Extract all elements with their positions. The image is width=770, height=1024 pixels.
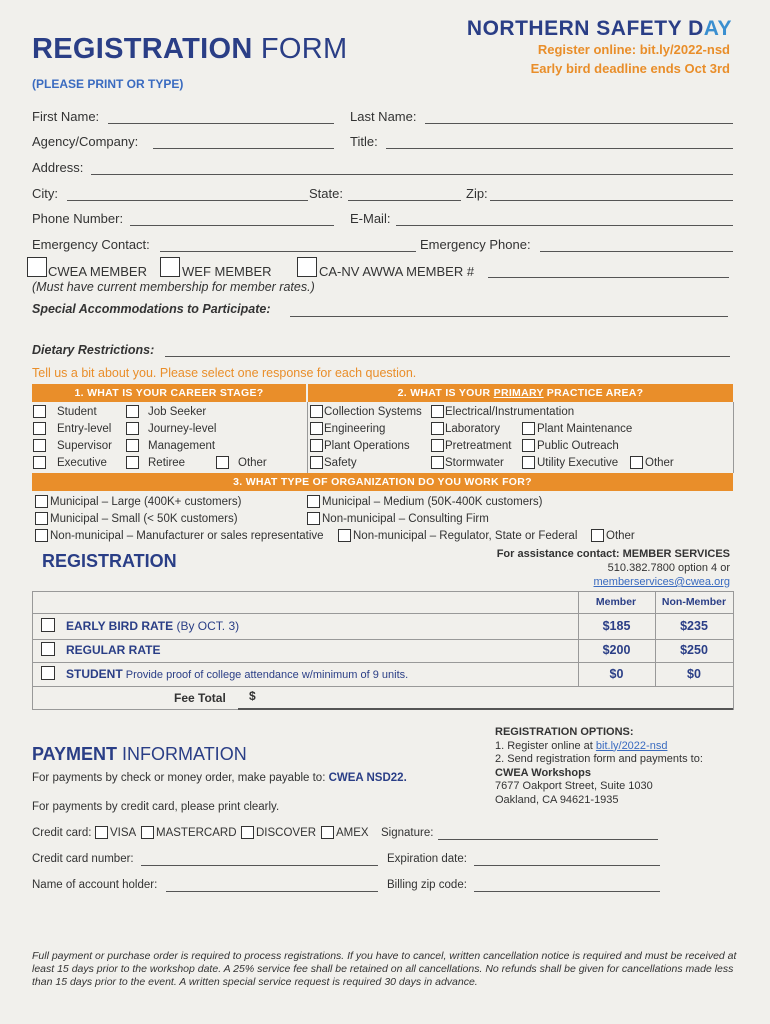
q3-manufacturer-label: Non-municipal – Manufacturer or sales representative [50, 530, 324, 542]
assistance-email[interactable]: memberservices@cwea.org [593, 576, 730, 588]
student-rate-label [66, 667, 408, 681]
event-name-part: N [466, 17, 483, 40]
print-note: (PLEASE PRINT OR TYPE) [32, 77, 184, 91]
student-nonmember-price: $0 [687, 667, 701, 681]
q2-stormwater-checkbox[interactable] [431, 456, 444, 469]
q3-other-label: Other [606, 530, 635, 542]
first-name-field[interactable] [108, 123, 334, 124]
credit-note: For payments by credit card, please print clearly. [32, 801, 280, 813]
register-online: Register online: bit.ly/2022-nsd [537, 42, 730, 57]
early-bird-member-price: $185 [602, 619, 631, 633]
q1-executive-checkbox[interactable] [33, 456, 46, 469]
q1-executive-label: Executive [57, 457, 107, 469]
q2-plant-maintenance-checkbox[interactable] [522, 422, 535, 435]
wef-member-checkbox[interactable] [160, 257, 180, 277]
option-1-text: 1. Register online at [495, 739, 596, 752]
option-1 [495, 740, 703, 754]
student-member-price: $0 [609, 667, 624, 681]
wef-member-label: WEF MEMBER [182, 264, 272, 279]
mastercard-label: MASTERCARD [156, 827, 237, 839]
regular-member-price: $200 [602, 643, 631, 657]
emergency-phone-label: Emergency Phone: [420, 237, 531, 252]
title-label: Title: [350, 134, 378, 149]
assistance-title: For assistance contact: MEMBER SERVICES [496, 548, 730, 560]
reg-right-border [733, 591, 734, 710]
check-payee: CWEA NSD22. [328, 772, 407, 784]
q2-electrical-label: Electrical/Instrumentation [445, 406, 575, 418]
reg-left-border [32, 591, 33, 710]
q1-q2-divider [307, 402, 308, 473]
zip-field[interactable] [490, 200, 733, 201]
event-name-part: ORTHERN [482, 17, 597, 40]
q2-electrical-checkbox[interactable] [431, 405, 444, 418]
q2-utility-executive-label: Utility Executive [537, 457, 619, 469]
state-label: State: [309, 186, 343, 201]
q1-job-seeker-checkbox[interactable] [126, 405, 139, 418]
cwea-member-checkbox[interactable] [27, 257, 47, 277]
special-accommodations-label: Special Accommodations to Participate: [32, 302, 271, 316]
form-title-light: FORM [252, 33, 348, 65]
check-note-text: For payments by check or money order, make payable to: [32, 772, 329, 784]
awwa-member-number-field[interactable] [488, 277, 729, 278]
student-rate-title: STUDENT [66, 667, 123, 681]
q2-safety-label: Safety [324, 457, 357, 469]
q2-title-pre: 2. WHAT IS YOUR [397, 387, 494, 399]
q1-other-label: Other [238, 457, 267, 469]
reg-table-bottom [32, 709, 238, 710]
address-line-2: Oakland, CA 94621-1935 [495, 793, 619, 806]
q2-engineering-checkbox[interactable] [310, 422, 323, 435]
reg-row-line-3 [32, 686, 733, 687]
expiration-field[interactable] [474, 865, 660, 866]
col-member-header: Member [595, 596, 637, 608]
registration-title: REGISTRATION [42, 551, 177, 571]
q3-consulting-label: Non-municipal – Consulting Firm [322, 513, 489, 525]
q3-regulator-label: Non-municipal – Regulator, State or Federal [353, 530, 578, 542]
email-label: E-Mail: [350, 211, 391, 226]
first-name-label: First Name: [32, 109, 100, 124]
q2-other-label: Other [645, 457, 674, 469]
expiration-label: Expiration date: [387, 853, 467, 865]
options-title: REGISTRATION OPTIONS: [495, 726, 634, 738]
q1-other-checkbox[interactable] [216, 456, 229, 469]
title-field[interactable] [386, 148, 733, 149]
q3-municipal-large-checkbox[interactable] [35, 495, 48, 508]
payment-title-light: INFORMATION [117, 744, 247, 764]
q1-header: 1. WHAT IS YOUR CAREER STAGE? [32, 384, 306, 402]
q1-student-checkbox[interactable] [33, 405, 46, 418]
last-name-field[interactable] [425, 123, 733, 124]
q2-collection-systems-checkbox[interactable] [310, 405, 323, 418]
q2-utility-executive-checkbox[interactable] [522, 456, 535, 469]
dietary-field[interactable] [165, 356, 730, 357]
event-name-part: D [688, 17, 704, 40]
reg-row-line-2 [32, 662, 733, 663]
emergency-contact-label: Emergency Contact: [32, 237, 150, 252]
q1-journey-level-checkbox[interactable] [126, 422, 139, 435]
q1-journey-level-label: Journey-level [148, 423, 217, 435]
student-rate-sub: Provide proof of college attendance w/minimum of 9 units. [122, 669, 409, 681]
q2-engineering-label: Engineering [324, 423, 386, 435]
survey-intro: Tell us a bit about you. Please select one response for each question. [32, 366, 417, 380]
assistance-phone: 510.382.7800 option 4 or [607, 562, 730, 574]
reg-row-line-1 [32, 639, 733, 640]
agency-label: Agency/Company: [32, 134, 139, 149]
check-note [32, 772, 407, 784]
q3-manufacturer-checkbox[interactable] [35, 529, 48, 542]
cwea-member-label: CWEA MEMBER [48, 264, 147, 279]
assistance-contact [497, 547, 730, 589]
early-bird-sub: (By OCT. 3) [173, 619, 240, 633]
regular-rate-checkbox[interactable] [41, 642, 55, 656]
q2-title-post: PRACTICE AREA? [543, 387, 644, 399]
q1-supervisor-checkbox[interactable] [33, 439, 46, 452]
q3-regulator-checkbox[interactable] [338, 529, 351, 542]
payment-title-bold: PAYMENT [32, 744, 118, 764]
form-title-bold: REGISTRATION [32, 33, 253, 65]
city-field[interactable] [67, 200, 308, 201]
early-bird-nonmember-price: $235 [680, 619, 708, 633]
payment-title [32, 744, 247, 765]
awwa-member-checkbox[interactable] [297, 257, 317, 277]
q2-plant-maintenance-label: Plant Maintenance [537, 423, 633, 435]
q1-management-checkbox[interactable] [126, 439, 139, 452]
reg-table-header-line [32, 613, 733, 614]
q2-stormwater-label: Stormwater [445, 457, 504, 469]
registration-options [495, 726, 703, 807]
address-name: CWEA Workshops [495, 766, 591, 779]
q1-management-label: Management [148, 440, 216, 452]
q2-public-outreach-label: Public Outreach [537, 440, 619, 452]
fee-total-field[interactable] [238, 708, 733, 710]
q3-municipal-small-label: Municipal – Small (< 50K customers) [50, 513, 238, 525]
early-bird-title: EARLY BIRD RATE [66, 619, 174, 633]
credit-card-label: Credit card: [32, 827, 92, 839]
q1-retiree-checkbox[interactable] [126, 456, 139, 469]
city-label: City: [32, 186, 58, 201]
mastercard-checkbox[interactable] [141, 826, 154, 839]
emergency-contact-field[interactable] [160, 251, 416, 252]
q1-entry-level-checkbox[interactable] [33, 422, 46, 435]
q2-other-checkbox[interactable] [630, 456, 643, 469]
col-nonmember-header: Non-Member [661, 596, 727, 608]
billing-zip-field[interactable] [474, 891, 660, 892]
reg-table-top [32, 591, 733, 592]
event-name-part: AY [703, 17, 732, 40]
visa-checkbox[interactable] [95, 826, 108, 839]
survey-right-border [733, 402, 734, 473]
membership-note: (Must have current membership for member rates.) [32, 280, 315, 294]
early-bird-label [66, 619, 239, 633]
discover-checkbox[interactable] [241, 826, 254, 839]
visa-label: VISA [110, 827, 137, 839]
address-field[interactable] [91, 174, 733, 175]
q2-laboratory-checkbox[interactable] [431, 422, 444, 435]
q3-municipal-large-label: Municipal – Large (400K+ customers) [50, 496, 242, 508]
discover-label: DISCOVER [256, 827, 317, 839]
card-number-label: Credit card number: [32, 853, 134, 865]
agency-field[interactable] [153, 148, 334, 149]
zip-label: Zip: [466, 186, 488, 201]
signature-label: Signature: [381, 827, 434, 839]
q2-header [308, 384, 733, 402]
q2-pretreatment-label: Pretreatment [445, 440, 512, 452]
q3-municipal-medium-checkbox[interactable] [307, 495, 320, 508]
state-field[interactable] [348, 200, 461, 201]
email-field[interactable] [396, 225, 733, 226]
amex-label: AMEX [336, 827, 369, 839]
q2-collection-systems-label: Collection Systems [324, 406, 422, 418]
address-line-1: 7677 Oakport Street, Suite 1030 [495, 780, 653, 792]
student-rate-checkbox[interactable] [41, 666, 55, 680]
account-holder-label: Name of account holder: [32, 879, 158, 891]
awwa-member-label: CA-NV AWWA MEMBER # [319, 264, 475, 279]
q1-job-seeker-label: Job Seeker [148, 406, 207, 418]
footer-note: Full payment or purchase order is required to process registrations. If you have to cancel, written cancellation notice is required and must be received at least 15 days prior to the workshop date. A 25% service fee shall be retained on all cancellations. No refunds shall be given for cancellations made less than 15 days prior to the event. A written special service request is required 30 days in advance. [32, 950, 737, 988]
q2-safety-checkbox[interactable] [310, 456, 323, 469]
q1-retiree-label: Retiree [148, 457, 186, 469]
regular-nonmember-price: $250 [680, 643, 708, 657]
event-name [467, 17, 732, 41]
q1-entry-level-label: Entry-level [57, 423, 112, 435]
emergency-phone-field[interactable] [540, 251, 733, 252]
q2-laboratory-label: Laboratory [445, 423, 500, 435]
q1-student-label: Student [57, 406, 97, 418]
account-holder-field[interactable] [166, 891, 378, 892]
option-2: 2. Send registration form and payments to: [495, 753, 703, 765]
q1-supervisor-label: Supervisor [57, 440, 112, 452]
q3-other-checkbox[interactable] [591, 529, 604, 542]
fee-total-label: Fee Total [174, 691, 226, 705]
fee-total-dollar: $ [249, 689, 256, 703]
option-1-link[interactable]: bit.ly/2022-nsd [595, 739, 668, 752]
last-name-label: Last Name: [350, 109, 417, 124]
q3-municipal-medium-label: Municipal – Medium (50K-400K customers) [322, 496, 543, 508]
event-name-part: S [596, 17, 611, 40]
q3-municipal-small-checkbox[interactable] [35, 512, 48, 525]
q2-plant-operations-label: Plant Operations [324, 440, 410, 452]
amex-checkbox[interactable] [321, 826, 334, 839]
q2-public-outreach-checkbox[interactable] [522, 439, 535, 452]
early-bird-checkbox[interactable] [41, 618, 55, 632]
billing-zip-label: Billing zip code: [387, 879, 467, 891]
special-accommodations-field[interactable] [290, 316, 728, 317]
early-bird-deadline: Early bird deadline ends Oct 3rd [530, 61, 730, 76]
q2-pretreatment-checkbox[interactable] [431, 439, 444, 452]
q2-plant-operations-checkbox[interactable] [310, 439, 323, 452]
phone-field[interactable] [130, 225, 334, 226]
q3-header: 3. WHAT TYPE OF ORGANIZATION DO YOU WORK FOR? [32, 473, 733, 491]
phone-label: Phone Number: [32, 211, 124, 226]
regular-rate-label: REGULAR RATE [66, 643, 161, 657]
card-number-field[interactable] [141, 865, 378, 866]
signature-field[interactable] [438, 839, 658, 840]
event-name-part: AFETY [610, 17, 689, 40]
form-title [32, 33, 348, 66]
q3-consulting-checkbox[interactable] [307, 512, 320, 525]
address-label: Address: [32, 160, 84, 175]
q2-title-underlined: PRIMARY [493, 387, 544, 399]
dietary-label: Dietary Restrictions: [32, 343, 155, 357]
